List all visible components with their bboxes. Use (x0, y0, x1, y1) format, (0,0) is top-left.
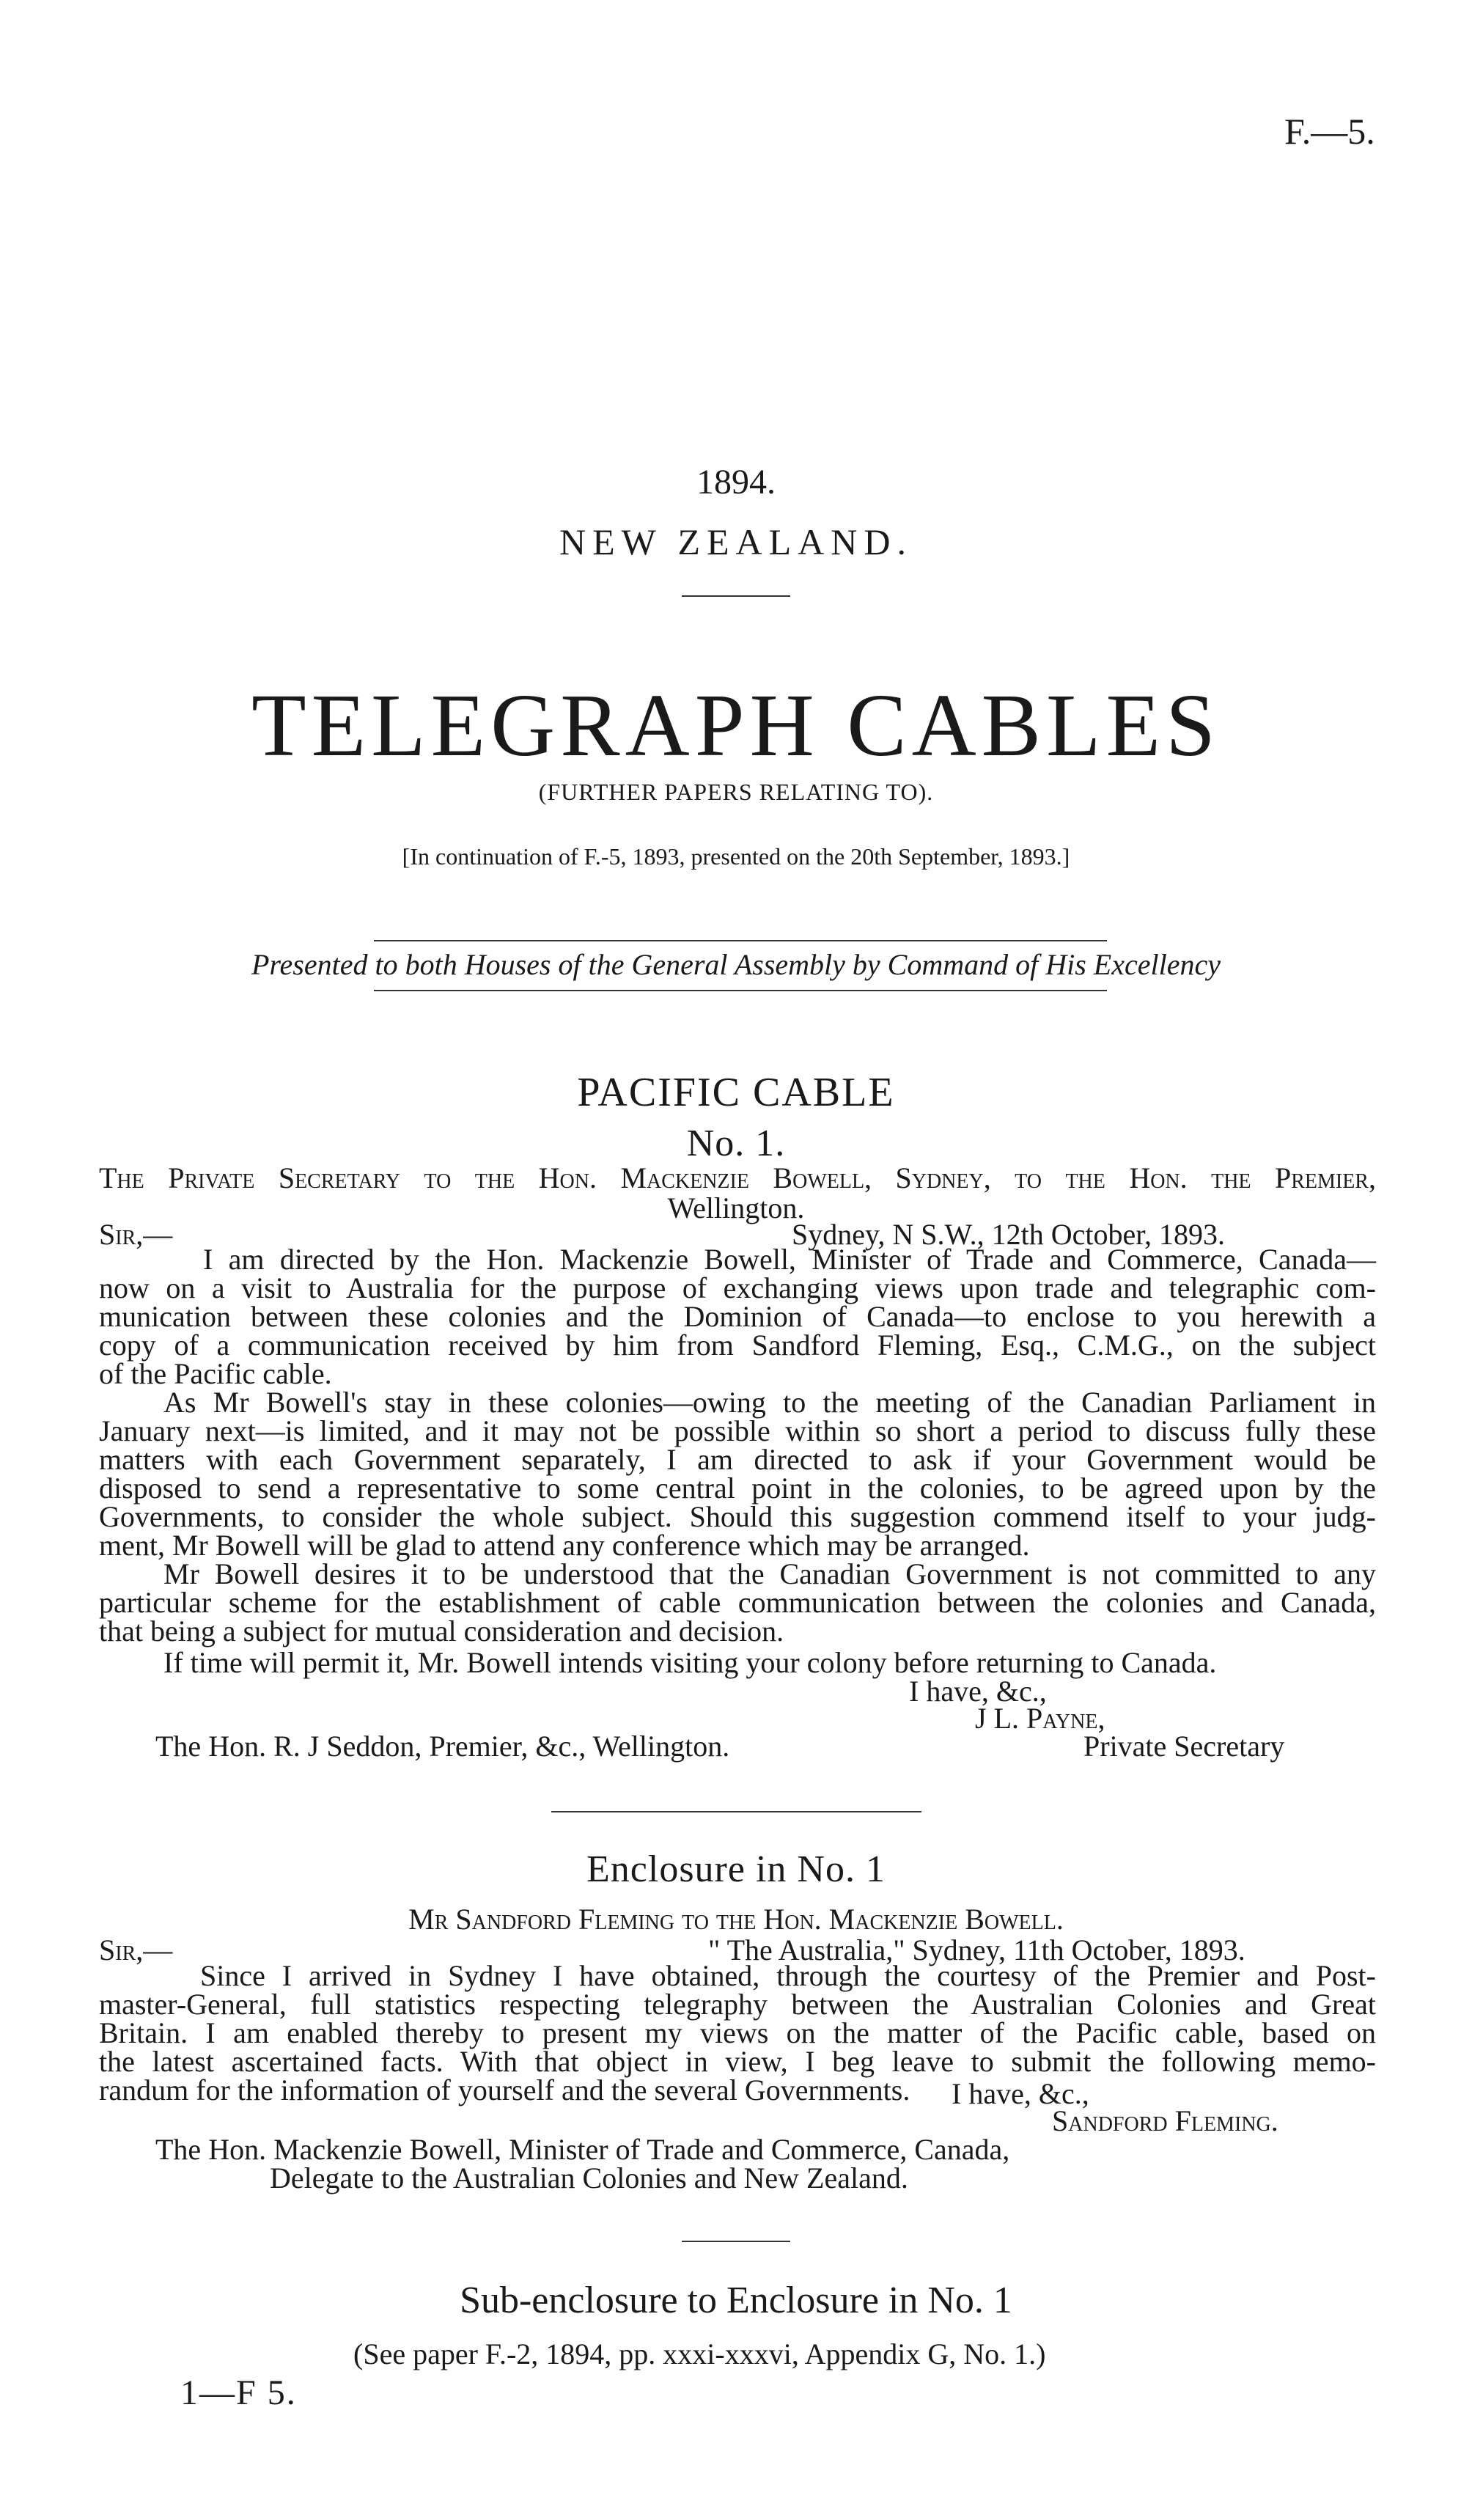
paragraph (99, 1557, 1376, 1647)
text-line: master-General, full statistics respecting telegraphy between the Australian Colonies and Great (99, 1988, 1376, 2021)
document-number: No. 1. (686, 1123, 786, 1164)
text-line: particular scheme for the establishment of cable communication between the colonies and Canada, (99, 1586, 1376, 1619)
text-line: I am directed by the Hon. Mackenzie Bowell, Minister of Trade and Commerce, Canada— (203, 1243, 1376, 1276)
text-line: copy of a communication received by him from Sandford Fleming, Esq., C.M.G., on the subject (99, 1329, 1376, 1362)
divider (551, 1811, 921, 1812)
addressee: Delegate to the Australian Colonies and New Zealand. (270, 2161, 908, 2194)
enclosure-title: Enclosure in No. 1 (586, 1848, 886, 1890)
text-line: Governments, to consider the whole subject. Should this suggestion commend itself to your judg- (99, 1500, 1376, 1533)
sub-enclosure-reference: (See paper F.-2, 1894, pp. xxxi-xxxvi, Appendix G, No. 1.) (353, 2337, 1046, 2370)
enclosure-heading: Mr Sandford Fleming to the Hon. Mackenzie Bowell. (408, 1903, 1064, 1936)
document-heading: The Private Secretary to the Hon. Mackenzie Bowell, Sydney, to the Hon. the Premier, (99, 1161, 1376, 1194)
sub-enclosure-title: Sub-enclosure to Enclosure in No. 1 (460, 2280, 1012, 2321)
divider (374, 940, 1107, 941)
text-line: As Mr Bowell's stay in these colonies—owing to the meeting of the Canadian Parliament in (163, 1386, 1376, 1419)
text-line: munication between these colonies and the Dominion of Canada—to enclose to you herewith a (99, 1300, 1376, 1333)
letter-date: " The Australia," Sydney, 11th October, 1893. (708, 1933, 1245, 1966)
continuation-note: [In continuation of F.-5, 1893, presented on the 20th September, 1893.] (402, 843, 1070, 870)
signature-title: Private Secretary (1083, 1730, 1285, 1763)
salutation: Sir,— (99, 1933, 173, 1966)
footer-signature: 1—F 5. (180, 2373, 297, 2412)
paragraph (99, 1961, 1376, 2104)
signature: Sandford Fleming. (1052, 2104, 1278, 2137)
divider (374, 990, 1107, 991)
text-line: randum for the information of yourself and the several Governments. (99, 2073, 910, 2106)
text-line: now on a visit to Australia for the purpose of exchanging views upon trade and telegraphic com- (99, 1271, 1376, 1304)
text-line: Mr Bowell desires it to be understood that the Canadian Government is not committed to any (163, 1557, 1376, 1590)
salutation: Sir,— (99, 1218, 173, 1251)
country: NEW ZEALAND. (559, 521, 913, 562)
closing: I have, &c., (952, 2077, 1089, 2110)
text-line: disposed to send a representative to some central point in the colonies, to be agreed upon by the (99, 1472, 1376, 1505)
text-line: the latest ascertained facts. With that object in view, I beg leave to submit the following memo- (99, 2045, 1376, 2078)
addressee: The Hon. Mackenzie Bowell, Minister of Trade and Commerce, Canada, (155, 2133, 1010, 2166)
text-line: January next—is limited, and it may not be possible within so short a period to discuss fully these (99, 1414, 1376, 1447)
paragraph: If time will permit it, Mr. Bowell intends visiting your colony before returning to Canada. (163, 1646, 1217, 1679)
text-line: of the Pacific cable. (99, 1357, 332, 1390)
text-line: that being a subject for mutual consideration and decision. (99, 1615, 784, 1647)
text-line: ment, Mr Bowell will be glad to attend any conference which may be arranged. (99, 1529, 1030, 1562)
divider (682, 2241, 790, 2242)
closing: I have, &c., (909, 1675, 1047, 1708)
page-reference: F.—5. (1284, 111, 1375, 152)
divider (682, 595, 790, 597)
text-line: Britain. I am enabled thereby to present my views on the matter of the Pacific cable, based on (99, 2016, 1376, 2049)
text-line: Since I arrived in Sydney I have obtained, through the courtesy of the Premier and Post- (200, 1959, 1376, 1992)
signature: J L. Payne, (975, 1702, 1105, 1735)
paragraph (99, 1388, 1376, 1560)
year: 1894. (696, 463, 776, 502)
presented-line: Presented to both Houses of the General Assembly by Command of His Excellency (251, 948, 1221, 981)
subtitle: (FURTHER PAPERS RELATING TO). (538, 779, 934, 805)
paragraph (99, 1245, 1376, 1388)
letter-date: Sydney, N S.W., 12th October, 1893. (792, 1218, 1225, 1251)
document-heading-place: Wellington. (667, 1191, 805, 1224)
text-line: matters with each Government separately, I am directed to ask if your Government would be (99, 1443, 1376, 1476)
section-title: PACIFIC CABLE (577, 1070, 895, 1115)
addressee: The Hon. R. J Seddon, Premier, &c., Wellington. (155, 1730, 730, 1763)
main-title: TELEGRAPH CABLES (251, 676, 1221, 775)
